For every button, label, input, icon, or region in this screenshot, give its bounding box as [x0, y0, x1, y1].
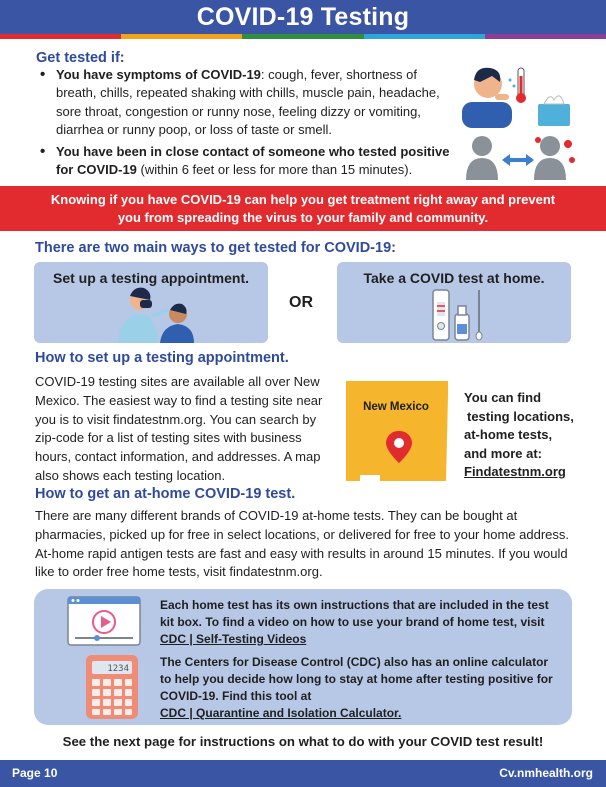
next-page-note: See the next page for instructions on what to do with your COVID test result!	[62, 734, 544, 749]
list-item-contact	[36, 143, 456, 180]
two-ways-title: There are two main ways to get tested for COVID-19:	[35, 240, 396, 256]
stripe-green	[242, 34, 363, 39]
calculator-instructions: The Centers for Disease Control (CDC) also has an online calculator to help you decide how long to stay at home after testing positive for COVID-19. Find this tool at	[160, 655, 553, 703]
get-tested-title: Get tested if:	[36, 50, 125, 66]
new-mexico-label: New Mexico	[363, 401, 429, 413]
stripe-blue	[364, 34, 485, 39]
self-testing-videos-link[interactable]: CDC | Self-Testing Videos	[160, 632, 307, 646]
video-info-text	[160, 597, 560, 648]
color-stripe	[0, 34, 606, 39]
contact-text: (within 6 feet or less for more than 15 minutes).	[136, 162, 413, 178]
page-title: COVID-19 Testing	[196, 3, 410, 31]
website-link[interactable]: Cv.nmhealth.org	[499, 766, 593, 780]
calculator-icon	[85, 654, 139, 720]
info-banner	[0, 186, 606, 231]
findatestnm-link[interactable]: Findatestnm.org	[464, 464, 566, 479]
home-test-option-box	[337, 262, 571, 343]
home-test-kit-icon	[431, 288, 487, 342]
find-line-4: and more at:	[464, 445, 543, 461]
stripe-purple	[485, 34, 606, 39]
close-contact-icon	[466, 134, 576, 180]
quarantine-calculator-link[interactable]: CDC | Quarantine and Isolation Calculator.	[160, 706, 402, 720]
video-player-icon	[67, 596, 141, 646]
find-line-2: testing locations,	[467, 408, 574, 424]
symptoms-text: : cough, fever, shortness of breath, chills, repeated shaking with chills, muscle pain, headache, sore throat, congestion or runny nose, feeling dizzy or vomiting, diarrhea or runny poop, or loss of taste or smell.	[56, 67, 440, 138]
page-number: Page 10	[12, 766, 58, 780]
stripe-orange	[121, 34, 242, 39]
video-instructions: Each home test has its own instructions that are included in the test kit box. To find a video on how to use your brand of home test, visit	[160, 598, 549, 629]
page-header	[0, 0, 606, 34]
stripe-red	[0, 34, 121, 39]
home-test-title: How to get an at-home COVID-19 test.	[35, 486, 296, 502]
banner-line-2: you from spreading the virus to your family and community.	[117, 210, 489, 225]
home-test-body: There are many different brands of COVID-19 at-home tests. They can be bought at pharmacies, picked up for free in select locations, or delivered for free to your home address. At-home rapid antigen tests are fast and easy with results in around 15 minutes. If you would like to order free home tests, visit findatestnm.org.	[35, 508, 569, 580]
sick-person-icon	[462, 62, 574, 128]
find-locations-text	[464, 389, 574, 482]
or-label: OR	[289, 294, 313, 311]
appointment-option-box	[34, 262, 268, 343]
page-footer	[0, 760, 606, 787]
contact-bold: You have been in close contact of someone who tested positive for COVID-19	[56, 143, 450, 178]
banner-line-1: Knowing if you have COVID-19 can help you get treatment right away and prevent	[50, 192, 556, 207]
nurse-testing-icon	[116, 286, 196, 343]
symptoms-bold: You have symptoms of COVID-19	[56, 67, 261, 82]
calculator-info-text	[160, 654, 560, 722]
calculator-display: 1234	[107, 664, 129, 674]
find-line-3: at-home tests,	[464, 427, 553, 442]
list-item-symptoms	[36, 66, 456, 140]
appointment-body: COVID-19 testing sites are available all over New Mexico. The easiest way to find a testing site near you is to visit findatestnm.org. You can search by zip-code for a list of testing sites with business hours, contact information, and addresses. A map also shows each testing location.	[35, 374, 323, 483]
find-line-1: You can find	[464, 390, 542, 405]
appointment-title: How to set up a testing appointment.	[35, 350, 289, 366]
appointment-option-label: Set up a testing appointment.	[52, 270, 249, 286]
home-test-option-label: Take a COVID test at home.	[363, 270, 545, 286]
get-tested-list	[36, 66, 456, 182]
new-mexico-map	[346, 381, 452, 481]
new-mexico-shape-icon	[346, 381, 452, 481]
